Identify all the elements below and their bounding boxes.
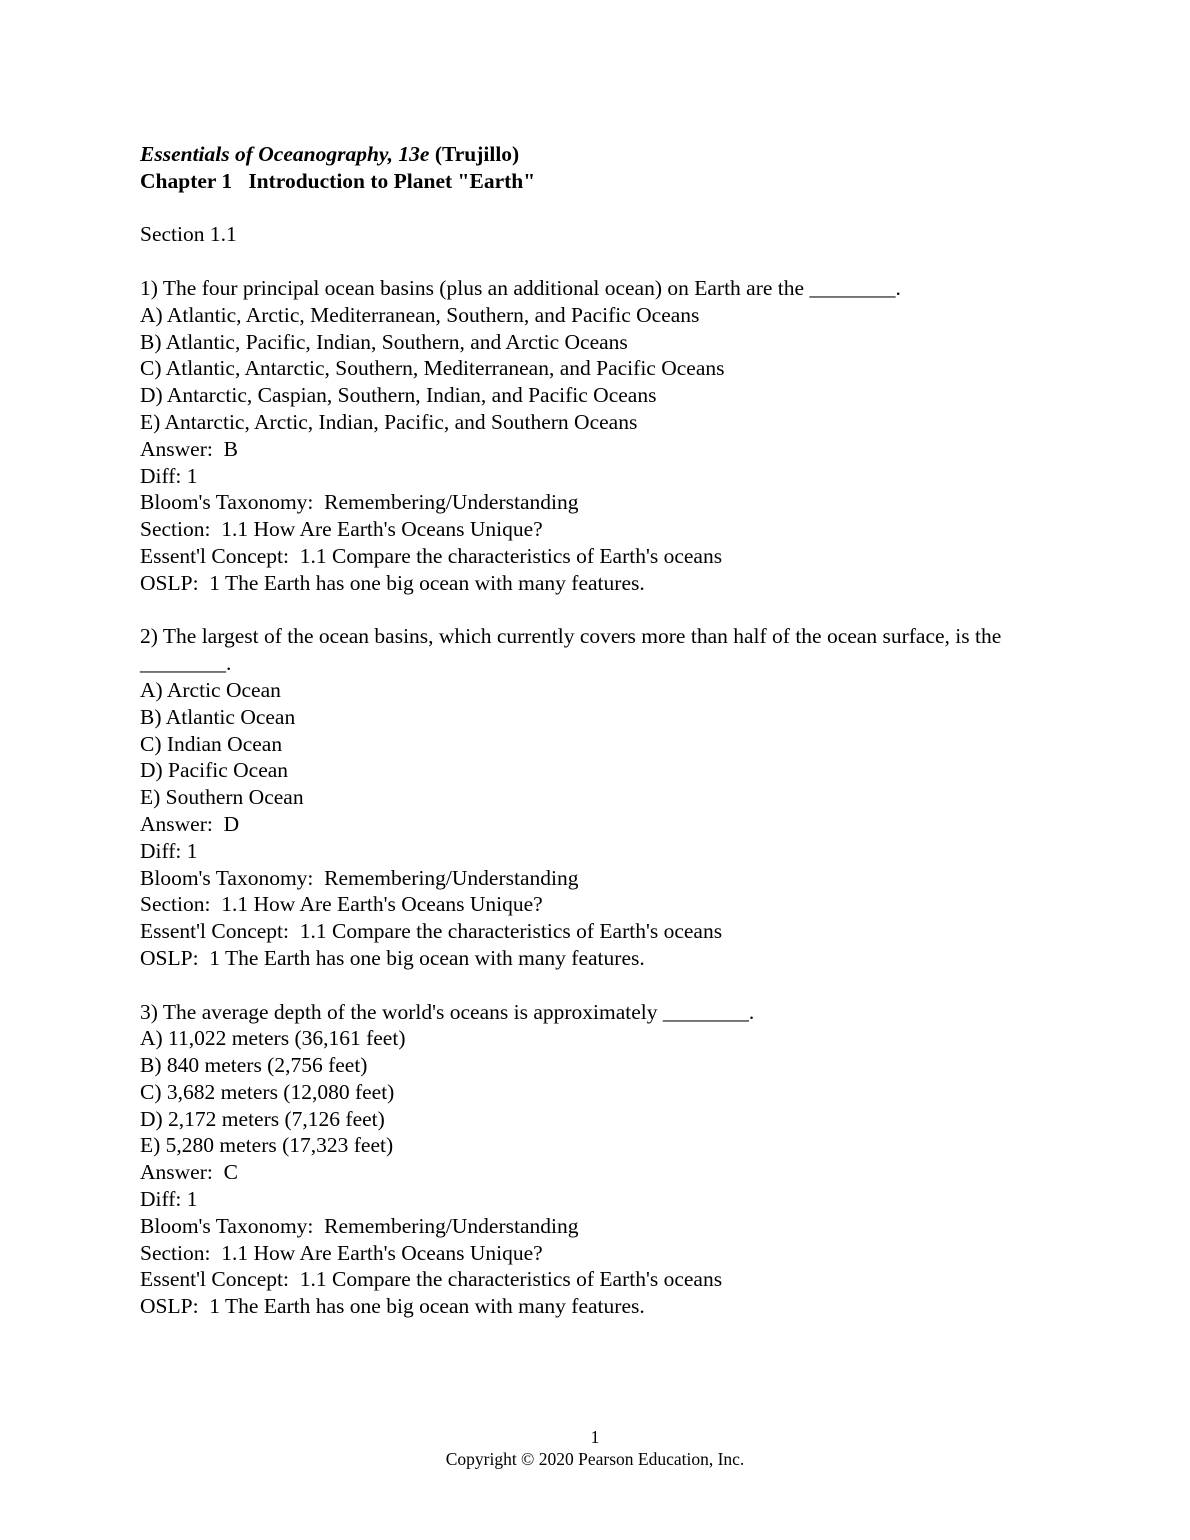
answer-option-e: E) Southern Ocean <box>140 785 304 810</box>
answer-key: Answer: B <box>140 436 238 461</box>
question-section: Section: 1.1 How Are Earth's Oceans Unique? <box>140 892 543 917</box>
page-content <box>140 141 1060 1320</box>
answer-option-a: A) Arctic Ocean <box>140 677 281 702</box>
question-stem: 2) The largest of the ocean basins, which currently covers more than half of the ocean surface, is the ________. <box>140 624 1002 676</box>
answer-option-b: B) 840 meters (2,756 feet) <box>140 1053 368 1078</box>
chapter-title: Introduction to Planet "Earth" <box>248 168 536 193</box>
difficulty: Diff: 1 <box>140 838 198 863</box>
answer-option-e: E) 5,280 meters (17,323 feet) <box>140 1133 394 1158</box>
essential-concept: Essent'l Concept: 1.1 Compare the characteristics of Earth's oceans <box>140 1267 723 1292</box>
essential-concept: Essent'l Concept: 1.1 Compare the characteristics of Earth's oceans <box>140 543 723 568</box>
question-section: Section: 1.1 How Are Earth's Oceans Unique? <box>140 517 543 542</box>
oslp: OSLP: 1 The Earth has one big ocean with many features. <box>140 1294 645 1319</box>
question-2 <box>140 623 1060 971</box>
blooms-taxonomy: Bloom's Taxonomy: Remembering/Understanding <box>140 865 579 890</box>
copyright-notice: Copyright © 2020 Pearson Education, Inc. <box>445 1449 745 1469</box>
question-3 <box>140 999 1060 1321</box>
chapter-title-line <box>140 168 1060 195</box>
answer-key: Answer: C <box>140 1160 238 1185</box>
spacer <box>140 597 1060 624</box>
answer-key: Answer: D <box>140 811 240 836</box>
answer-option-e: E) Antarctic, Arctic, Indian, Pacific, and Southern Oceans <box>140 409 638 434</box>
question-1 <box>140 275 1060 597</box>
section-heading: Section 1.1 <box>140 222 237 247</box>
question-stem: 1) The four principal ocean basins (plus an additional ocean) on Earth are the ________. <box>140 275 901 300</box>
essential-concept: Essent'l Concept: 1.1 Compare the characteristics of Earth's oceans <box>140 919 723 944</box>
answer-option-d: D) Pacific Ocean <box>140 758 289 783</box>
blooms-taxonomy: Bloom's Taxonomy: Remembering/Understanding <box>140 490 579 515</box>
spacer <box>140 248 1060 275</box>
answer-option-a: A) Atlantic, Arctic, Mediterranean, Southern, and Pacific Oceans <box>140 302 700 327</box>
book-title-line <box>140 141 1060 168</box>
answer-option-c: C) Indian Ocean <box>140 731 283 756</box>
blooms-taxonomy: Bloom's Taxonomy: Remembering/Understanding <box>140 1213 579 1238</box>
question-section: Section: 1.1 How Are Earth's Oceans Unique? <box>140 1240 543 1265</box>
page-number: 1 <box>590 1427 600 1447</box>
answer-option-d: D) Antarctic, Caspian, Southern, Indian, and Pacific Oceans <box>140 383 657 408</box>
oslp: OSLP: 1 The Earth has one big ocean with many features. <box>140 945 645 970</box>
book-title: Essentials of Oceanography, 13e <box>140 142 430 166</box>
question-stem: 3) The average depth of the world's oceans is approximately ________. <box>140 999 755 1024</box>
book-author: (Trujillo) <box>434 142 520 166</box>
answer-option-b: B) Atlantic Ocean <box>140 704 296 729</box>
answer-option-b: B) Atlantic, Pacific, Indian, Southern, and Arctic Oceans <box>140 329 628 354</box>
page-footer <box>0 1426 1190 1470</box>
answer-option-c: C) Atlantic, Antarctic, Southern, Mediterranean, and Pacific Oceans <box>140 356 725 381</box>
answer-option-c: C) 3,682 meters (12,080 feet) <box>140 1079 395 1104</box>
chapter-label: Chapter 1 <box>140 168 233 193</box>
difficulty: Diff: 1 <box>140 1187 198 1212</box>
answer-option-d: D) 2,172 meters (7,126 feet) <box>140 1106 385 1131</box>
spacer <box>140 195 1060 222</box>
oslp: OSLP: 1 The Earth has one big ocean with many features. <box>140 570 645 595</box>
difficulty: Diff: 1 <box>140 463 198 488</box>
answer-option-a: A) 11,022 meters (36,161 feet) <box>140 1026 406 1051</box>
spacer <box>140 972 1060 999</box>
